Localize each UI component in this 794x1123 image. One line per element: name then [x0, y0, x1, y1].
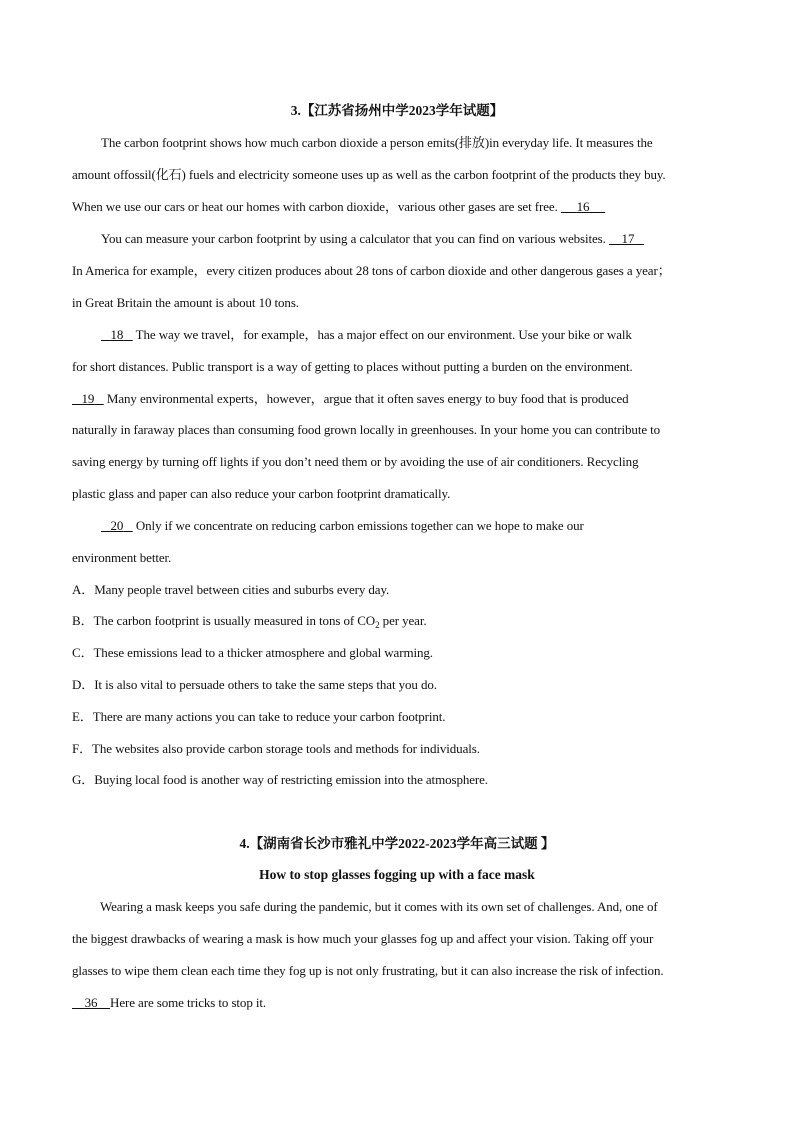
blank-16[interactable]: [561, 199, 605, 214]
blank-20-number: 20: [110, 518, 124, 533]
q4-line-2: the biggest drawbacks of wearing a mask is how much your glasses fog up and affect your vision. Taking off your: [72, 931, 654, 946]
blank-19-number: 19: [81, 391, 95, 406]
q4-line-4: [72, 995, 266, 1011]
blank-18-number: 18: [110, 327, 124, 342]
q3-line-3-text: When we use our cars or heat our homes with carbon dioxide，various other gases are set free.: [72, 199, 561, 214]
q3-line-4: [101, 231, 644, 247]
blank-20[interactable]: [101, 518, 133, 533]
option-a: A．Many people travel between cities and suburbs every day.: [72, 582, 390, 597]
blank-17-number: 17: [621, 231, 635, 246]
q3-line-6: in Great Britain the amount is about 10 tons.: [72, 295, 299, 310]
option-d: D．It is also vital to persuade others to take the same steps that you do.: [72, 677, 437, 692]
option-b-text: B．The carbon footprint is usually measured in tons of CO: [72, 613, 376, 628]
q3-line-3: [72, 199, 605, 215]
q3-line-1: The carbon footprint shows how much carbon dioxide a person emits(排放)in everyday life. It measures the: [101, 135, 653, 150]
option-c: C．These emissions lead to a thicker atmosphere and global warming.: [72, 645, 433, 660]
q4-line-4-text: Here are some tricks to stop it.: [110, 995, 267, 1010]
option-b: [72, 613, 427, 629]
blank-17[interactable]: [609, 231, 644, 246]
option-b-tail: per year.: [379, 613, 427, 628]
q3-heading: 3.【江苏省扬州中学2023学年试题】: [290, 103, 504, 118]
blank-16-number: 16: [576, 199, 590, 214]
q3-line-9: [72, 391, 629, 407]
q3-line-12: plastic glass and paper can also reduce your carbon footprint dramatically.: [72, 486, 451, 501]
q3-line-8: for short distances. Public transport is a way of getting to places without putting a burden on the environment.: [72, 359, 633, 374]
q3-line-9-text: Many environmental experts，however，argue that it often saves energy to buy food that is produced: [103, 391, 629, 406]
q3-line-10: naturally in faraway places than consuming food grown locally in greenhouses. In your home you can contribute to: [72, 422, 661, 437]
q4-line-1: Wearing a mask keeps you safe during the pandemic, but it comes with its own set of challenges. And, one of: [100, 899, 658, 914]
blank-18[interactable]: [101, 327, 133, 342]
blank-19[interactable]: [72, 391, 104, 406]
q3-line-13-text: Only if we concentrate on reducing carbon emissions together can we hope to make our: [132, 518, 584, 533]
option-b-subscript: 2: [375, 620, 380, 630]
q3-line-2: amount offossil(化石) fuels and electricity someone uses up as well as the carbon footprint of the products they buy.: [72, 167, 666, 182]
q3-line-14: environment better.: [72, 550, 172, 565]
option-f: F．The websites also provide carbon storage tools and methods for individuals.: [72, 741, 480, 756]
blank-36[interactable]: [72, 995, 110, 1010]
q3-line-7-text: The way we travel，for example，has a major effect on our environment. Use your bike or walk: [132, 327, 632, 342]
option-g: G．Buying local food is another way of restricting emission into the atmosphere.: [72, 772, 488, 787]
q3-line-11: saving energy by turning off lights if you don’t need them or by avoiding the use of air conditioners. Recycling: [72, 454, 639, 469]
q4-title: How to stop glasses fogging up with a face mask: [259, 867, 535, 882]
q4-line-3: glasses to wipe them clean each time they fog up is not only frustrating, but it can also increase the risk of infection.: [72, 963, 664, 978]
q3-line-13: [101, 518, 584, 534]
q3-line-5: In America for example，every citizen produces about 28 tons of carbon dioxide and other dangerous gases a year；: [72, 263, 671, 278]
option-e: E．There are many actions you can take to reduce your carbon footprint.: [72, 709, 446, 724]
q4-heading: 4.【湖南省长沙市雅礼中学2022-2023学年高三试题 】: [239, 836, 555, 851]
q3-line-7: [101, 327, 632, 343]
blank-36-number: 36: [84, 995, 98, 1010]
q3-line-4-text: You can measure your carbon footprint by using a calculator that you can find on various websites.: [101, 231, 609, 246]
